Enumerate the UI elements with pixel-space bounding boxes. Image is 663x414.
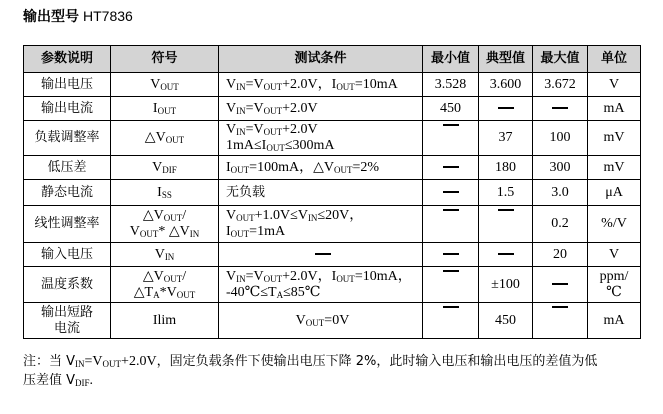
header-row [24,46,641,73]
typ-value: 37 [479,121,533,156]
section-title [23,6,133,26]
min-value: 450 [423,97,479,121]
param-name: 线性调整率 [24,206,111,243]
min-value [423,121,479,156]
symbol: $I_{SS}$ [111,180,219,206]
max-value: 300 [533,156,588,180]
spec-table [23,45,641,339]
min-value: 3.528 [423,73,479,97]
dash-icon [498,209,514,211]
header-unit: 单位 [588,46,641,73]
table-row [24,243,641,267]
unit: V [588,243,641,267]
unit [588,267,641,303]
dash-icon [443,166,459,168]
table-row [24,73,641,97]
unit: mV [588,156,641,180]
unit: V [588,73,641,97]
unit-line2: ℃ [606,284,622,300]
table-row [24,180,641,206]
table-row [24,303,641,339]
unit-line1: ppm/ [599,268,629,284]
min-value [423,267,479,303]
test-condition: $V_{IN}=V_{OUT}+2.0V$，$I_{OUT}=10mA$ [219,73,423,97]
dash-icon [443,124,459,126]
header-condition: 测试条件 [219,46,423,73]
note-tail: 压差值 V [23,373,76,388]
header-max: 最大值 [533,46,588,73]
footnote: 注：当 $V_{IN}=V_{OUT}+2.0V$，固定负载条件下使输出电压下降 2%，此时输入电压和输出电压的差值为低 压差值 $V_{DIF}$. [23,354,598,388]
typ-value [479,206,533,243]
min-value [423,303,479,339]
dash-icon [498,253,514,255]
param-name: 静态电流 [24,180,111,206]
min-value [423,180,479,206]
unit: mA [588,303,641,339]
param-name [24,303,111,339]
note-lead: 注：当 V [23,354,76,369]
table-row [24,206,641,243]
typ-value: 450 [479,303,533,339]
dash-icon [552,283,568,285]
test-condition: $V_{OUT}=0V$ [219,303,423,339]
max-value: 3.672 [533,73,588,97]
table-row [24,121,641,156]
dash-icon [315,253,331,255]
symbol: Ilim [111,303,219,339]
typ-value: ±100 [479,267,533,303]
param-name: 负载调整率 [24,121,111,156]
typ-value [479,243,533,267]
test-condition: $V_{IN}=V_{OUT}+2.0V$ $1mA\le I_{OUT}\le 300mA$ [219,121,423,156]
dash-icon [552,107,568,109]
typ-value [479,97,533,121]
test-condition: 无负载 [219,180,423,206]
min-value [423,206,479,243]
name-line2: 电流 [53,320,80,336]
test-condition: $V_{IN}=V_{OUT}+2.0V$ [219,97,423,121]
unit: %/V [588,206,641,243]
symbol: $I_{OUT}$ [111,97,219,121]
param-name: 输入电压 [24,243,111,267]
test-condition [219,243,423,267]
symbol: $V_{DIF}$ [111,156,219,180]
min-value [423,243,479,267]
typ-value: 3.600 [479,73,533,97]
max-value [533,97,588,121]
title-label: 输出型号 [23,9,79,25]
param-name: 输出电压 [24,73,111,97]
symbol: $\triangle V_{OUT}/$ $\triangle T_A*V_{OUT}$ [111,267,219,303]
dash-icon [443,191,459,193]
test-condition: $V_{OUT}+1.0V\le V_{IN}\le 20V$， $I_{OUT}=1mA$ [219,206,423,243]
max-value: 20 [533,243,588,267]
name-line1: 输出短路 [40,304,93,320]
max-value: 3.0 [533,180,588,206]
param-name: 温度系数 [24,267,111,303]
max-value: 0.2 [533,206,588,243]
unit: mA [588,97,641,121]
typ-value: 1.5 [479,180,533,206]
dash-icon [443,306,459,308]
note-mid: ，固定负载条件下使输出电压下降 2%，此时输入电压和输出电压的差值为低 [156,354,598,369]
header-param: 参数说明 [24,46,111,73]
dash-icon [443,253,459,255]
symbol: $V_{OUT}$ [111,73,219,97]
symbol: $\triangle V_{OUT}$ [111,121,219,156]
max-value: 100 [533,121,588,156]
header-min: 最小值 [423,46,479,73]
table-row [24,156,641,180]
max-value [533,267,588,303]
dash-icon [443,209,459,211]
param-name: 低压差 [24,156,111,180]
max-value [533,303,588,339]
symbol: $V_{IN}$ [111,243,219,267]
symbol: $\triangle V_{OUT}/$ $V_{OUT}*$ $\triangle V_{IN}$ [111,206,219,243]
dash-icon [498,107,514,109]
unit: mV [588,121,641,156]
test-condition: $I_{OUT}=100mA$，$\triangle V_{OUT}=2\%$ [219,156,423,180]
header-symbol: 符号 [111,46,219,73]
unit: μA [588,180,641,206]
header-typ: 典型值 [479,46,533,73]
param-name: 输出电流 [24,97,111,121]
min-value [423,156,479,180]
model-number: HT7836 [83,8,133,24]
dash-icon [552,306,568,308]
test-condition: $V_{IN}=V_{OUT}+2.0V$，$I_{OUT}=10mA$， $-40℃\le T_A\le 85℃$ [219,267,423,303]
table-row [24,97,641,121]
table-row [24,267,641,303]
typ-value: 180 [479,156,533,180]
dash-icon [443,270,459,272]
